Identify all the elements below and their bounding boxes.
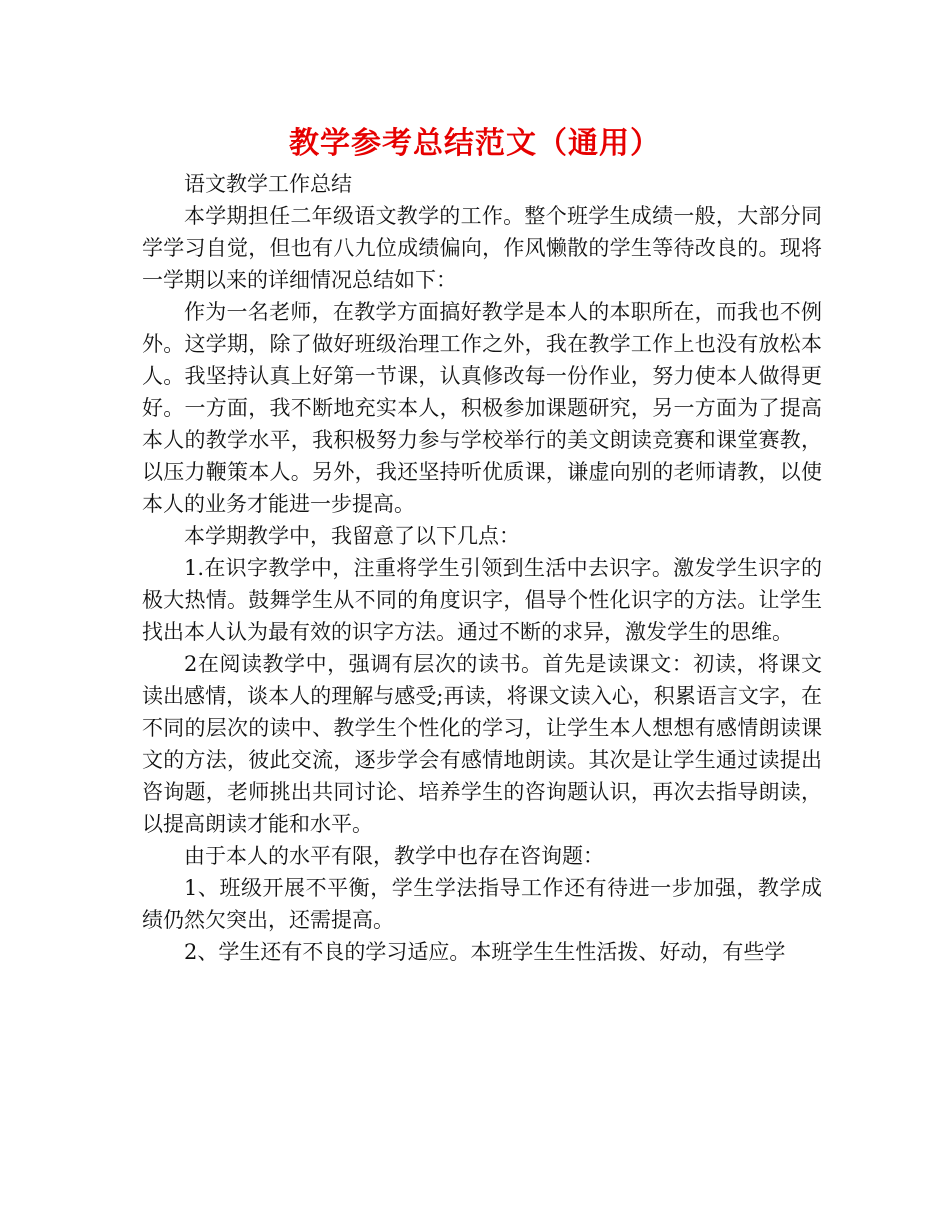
paragraph: 1、班级开展不平衡，学生学法指导工作还有待进一步加强，教学成绩仍然欠突出，还需提高。 <box>142 876 822 932</box>
paragraph: 由于本人的水平有限，教学中也存在咨询题： <box>184 844 604 868</box>
document-title: 教学参考总结范文（通用） <box>289 126 661 161</box>
paragraph: 2、学生还有不良的学习适应。本班学生生性活拨、好动，有些学 <box>184 940 786 964</box>
paragraph: 1.在识字教学中，注重将学生引领到生活中去识字。激发学生识字的极大热情。鼓舞学生从不同的角度识字，倡导个性化识字的方法。让学生找出本人认为最有效的识字方法。通过不断的求异，激发学生的思维。 <box>142 556 822 644</box>
document-body <box>142 168 822 968</box>
paragraph: 本学期教学中，我留意了以下几点： <box>184 524 520 548</box>
paragraph: 本学期担任二年级语文教学的工作。整个班学生成绩一般，大部分同学学习自觉，但也有八九位成绩偏向，作风懒散的学生等待改良的。现将一学期以来的详细情况总结如下： <box>142 204 822 292</box>
paragraph: 2在阅读教学中，强调有层次的读书。首先是读课文：初读，将课文读出感情，谈本人的理解与感受;再读，将课文读入心，积累语言文字，在不同的层次的读中、教学生个性化的学习，让学生本人想想有感情朗读课文的方法，彼此交流，逐步学会有感情地朗读。其次是让学生通过读提出咨询题，老师挑出共同讨论、培养学生的咨询题认识，再次去指导朗读，以提高朗读才能和水平。 <box>142 652 822 836</box>
paragraph: 作为一名老师，在教学方面搞好教学是本人的本职所在，而我也不例外。这学期，除了做好班级治理工作之外，我在教学工作上也没有放松本人。我坚持认真上好第一节课，认真修改每一份作业，努力使本人做得更好。一方面，我不断地充实本人，积极参加课题研究，另一方面为了提高本人的教学水平，我积极努力参与学校举行的美文朗读竞赛和课堂赛教，以压力鞭策本人。另外，我还坚持听优质课，谦虚向别的老师请教，以使本人的业务才能进一步提高。 <box>142 300 822 516</box>
section-heading: 语文教学工作总结 <box>184 172 352 196</box>
